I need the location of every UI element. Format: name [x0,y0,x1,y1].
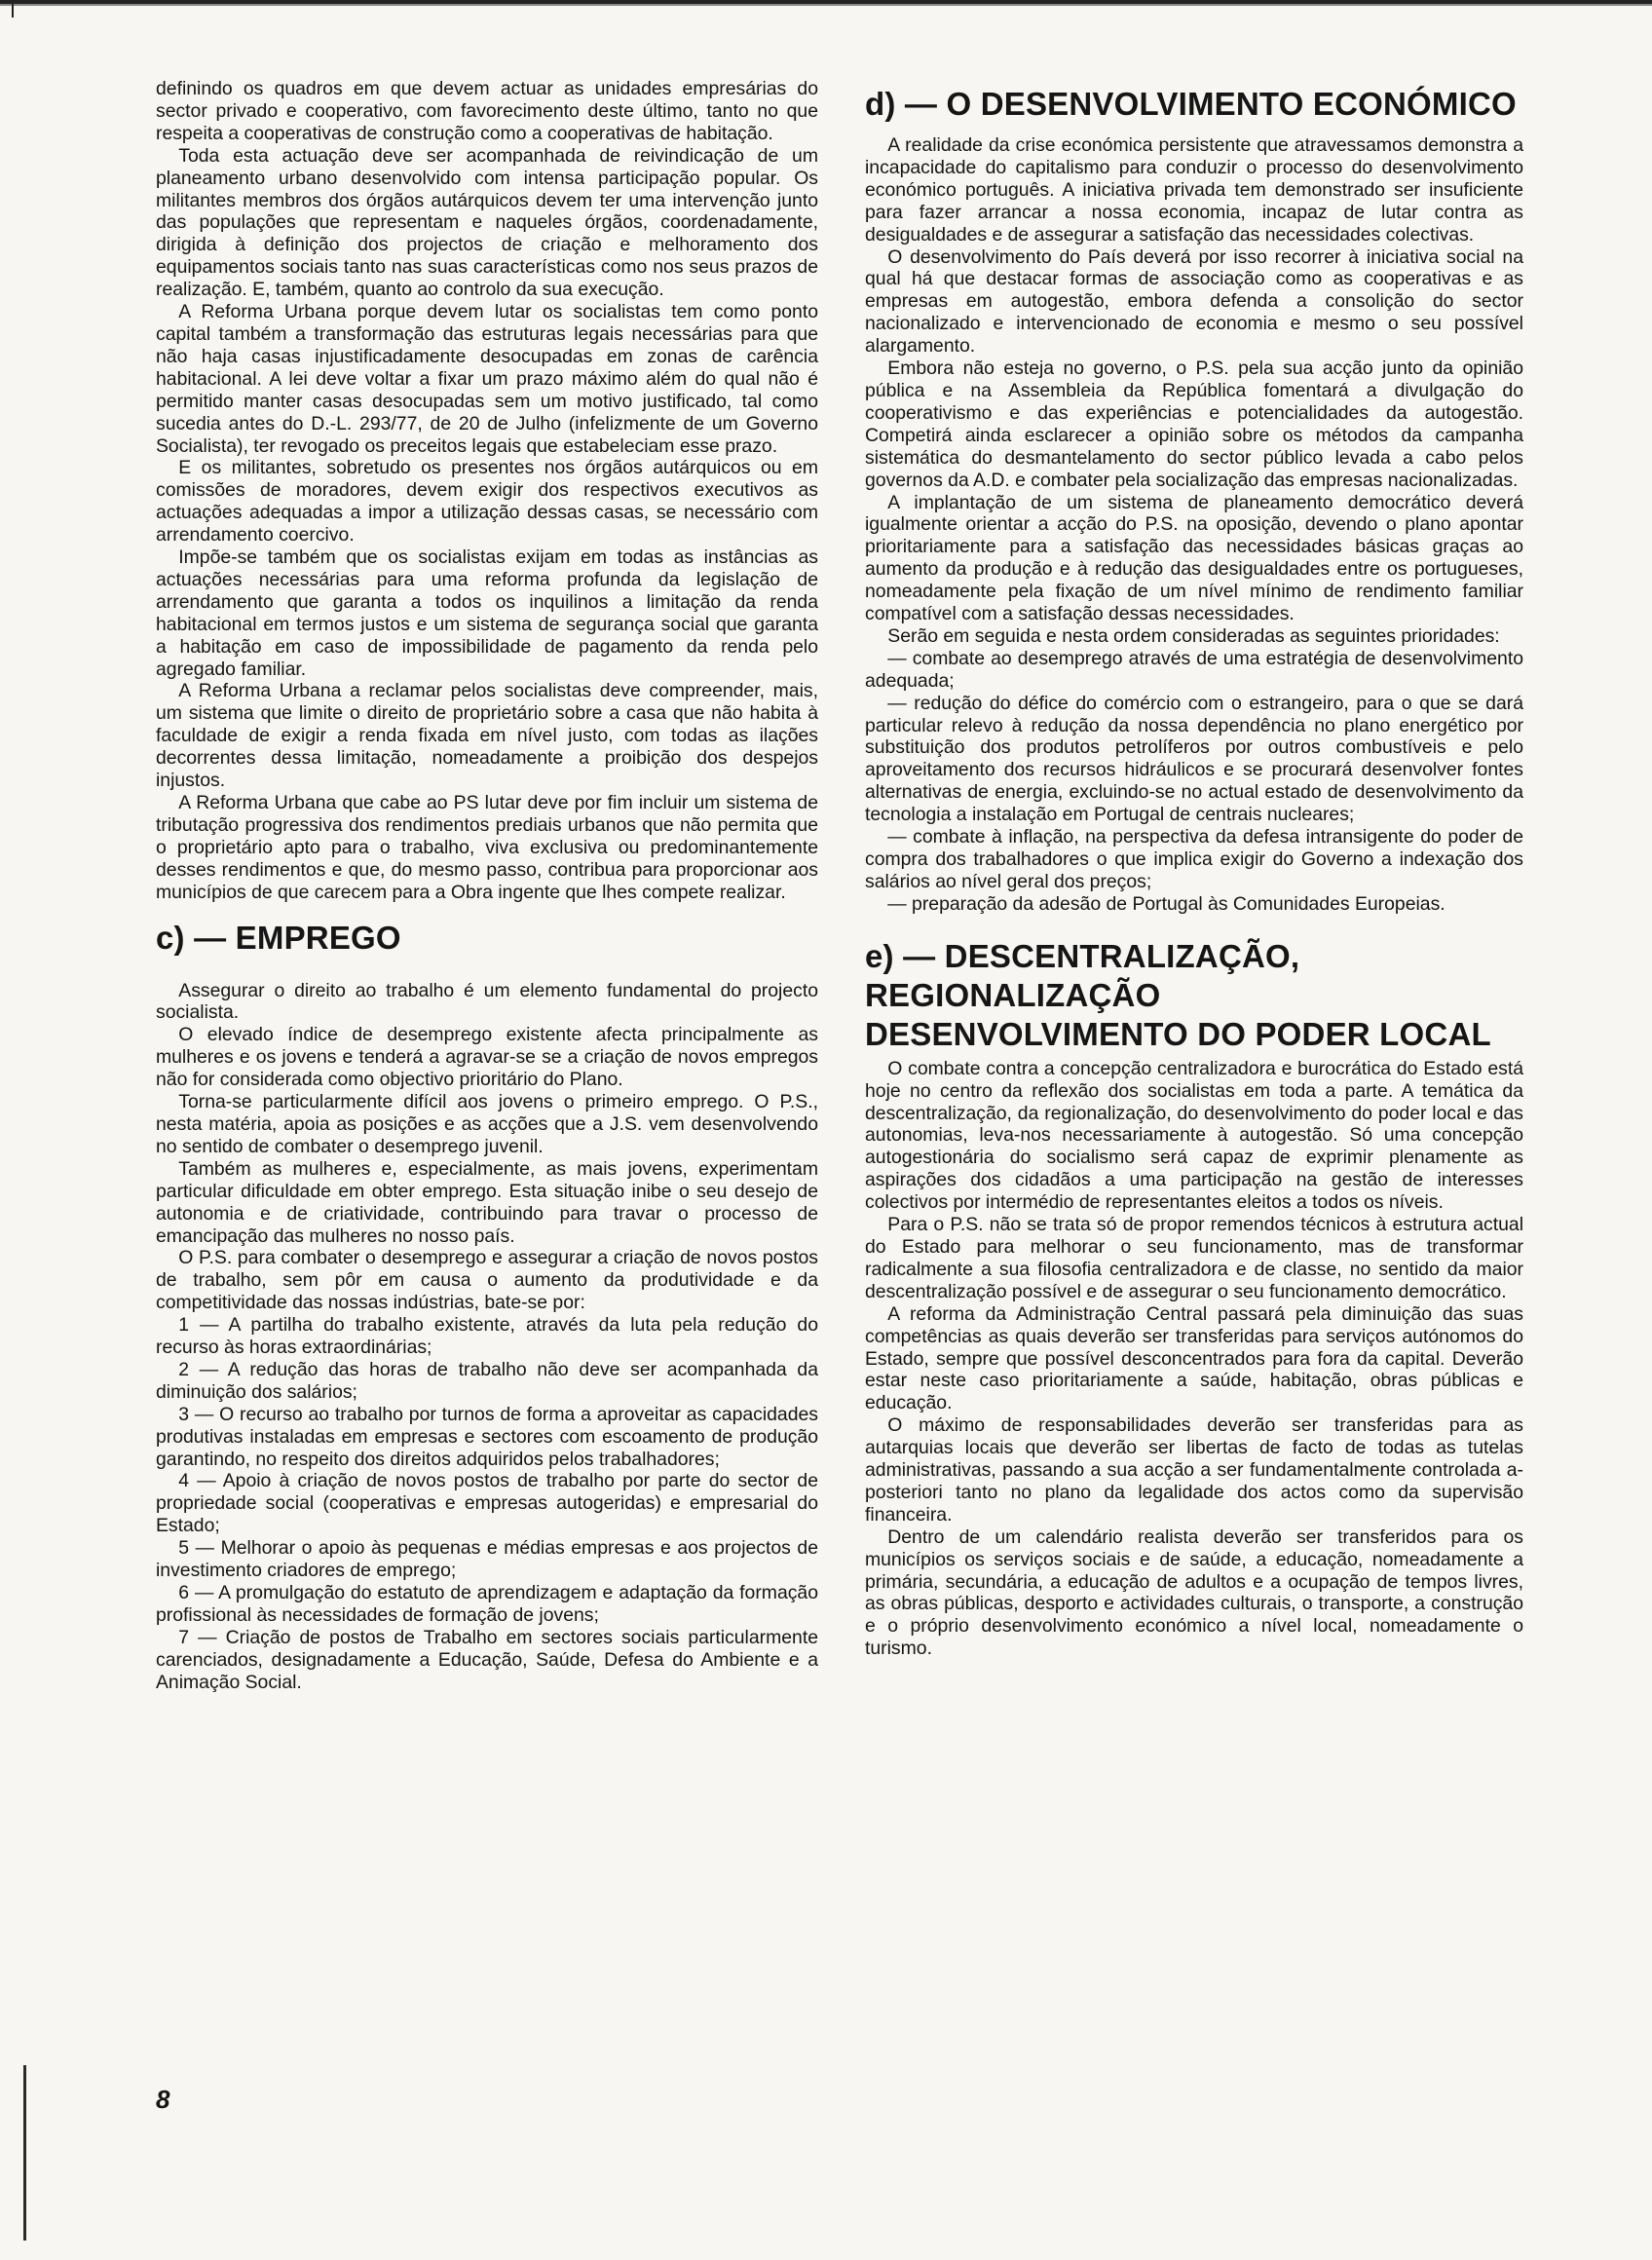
scan-top-shadow [0,4,1652,6]
paragraph: E os militantes, sobretudo os presentes nos órgãos autárquicos ou em comissões de moradores, devem exigir dos respectivos executivos as actuações adequadas a impor a utilização dessas casas, se necessário com arrendamento coercivo. [156,457,818,546]
paragraph: Dentro de um calendário realista deverão ser transferidos para os municípios os serviços sociais e de saúde, a educação, nomeadamente a primária, secundária, a educação de adultos e a ocupação de tempos livres, as obras públicas, desporto e actividades culturais, o transporte, a construção e o próprio desenvolvimento económico a nível local, nomeadamente o turismo. [865,1526,1523,1660]
left-column [156,78,818,1694]
paragraph: Toda esta actuação deve ser acompanhada de reivindicação de um planeamento urbano desenvolvido com intensa participação popular. Os militantes membros dos órgãos autárquicos devem ter uma intervenção junto das populações que representam e naqueles órgãos, coordenadamente, dirigida à definição dos projectos de criação e melhoramento dos equipamentos sociais tanto nas suas características como nos seus prazos de realização. E, também, quanto ao controlo da sua execução. [156,144,818,301]
paragraph: O máximo de responsabilidades deverão ser transferidas para as autarquias locais que deverão ser libertas de facto de todas as tutelas administrativas, passando a sua acção a ser fundamentalmente controlada a-posteriori tanto no plano da legalidade dos actos como da supervisão financeira. [865,1414,1523,1526]
scan-edge-mark [23,2065,26,2241]
heading-line: DESENVOLVIMENTO DO PODER LOCAL [865,1015,1491,1052]
paragraph: O combate contra a concepção centralizadora e burocrática do Estado está hoje no centro da reflexão dos socialistas em toda a parte. A temática da descentralização, da regionalização, do desenvolvimento do poder local e das autonomias, leva-nos necessariamente à autogestão. Só uma concepção autogestionária do socialismo será capaz de exprimir plenamente as aspirações dos cidadãos a uma participação na gestão de interesses colectivos por intermédio de representantes eleitos a todos os níveis. [865,1057,1523,1214]
paragraph: A realidade da crise económica persistente que atravessamos demonstra a incapacidade do capitalismo para conduzir o processo do desenvolvimento económico português. A iniciativa privada tem demonstrado ser insuficiente para fazer arrancar a nossa economia, incapaz de lutar contra as desigualdades e de assegurar a satisfação das necessidades colectivas. [865,134,1523,245]
list-item: 7 — Criação de postos de Trabalho em sectores sociais particularmente carenciados, designadamente a Educação, Saúde, Defesa do Ambiente e a Animação Social. [156,1626,818,1693]
paragraph: A implantação de um sistema de planeamento democrático deverá igualmente orientar a acção do P.S. na oposição, devendo o plano apontar prioritariamente para a satisfação das necessidades básicas graças ao aumento da produção e à redução das desigualdades entre os portugueses, nomeadamente pela fixação de um nível mínimo de rendimento familiar compatível com a satisfação dessas necessidades. [865,491,1523,625]
heading-line: REGIONALIZAÇÃO [865,976,1161,1013]
paragraph: Também as mulheres e, especialmente, as mais jovens, experimentam particular dificuldade em obter emprego. Esta situação inibe o seu desejo de autonomia e de criatividade, contribuindo para travar o processo de emancipação das mulheres no nosso país. [156,1157,818,1247]
right-column [865,78,1523,1660]
list-item: 1 — A partilha do trabalho existente, através da luta pela redução do recurso às horas extraordinárias; [156,1314,818,1359]
list-item: 6 — A promulgação do estatuto de aprendizagem e adaptação da formação profissional às necessidades de formação de jovens; [156,1582,818,1626]
paragraph: O elevado índice de desemprego existente afecta principalmente as mulheres e os jovens e tenderá a agravar-se se a criação de novos empregos não for considerada como objectivo prioritário do Plano. [156,1024,818,1091]
paragraph: Para o P.S. não se trata só de propor remendos técnicos à estrutura actual do Estado para melhorar o seu funcionamento, mas de transformar radicalmente a sua filosofia centralizadora e de classe, no sentido da maior descentralização possível e de assegurar o seu funcionamento democrático. [865,1214,1523,1302]
paragraph: definindo os quadros em que devem actuar as unidades empresárias do sector privado e cooperativo, com favorecimento deste último, tanto no que respeita a cooperativas de construção como a cooperativas de habitação. [156,78,818,144]
heading-line: e) — DESCENTRALIZAÇÃO, [865,937,1300,974]
list-item: 4 — Apoio à criação de novos postos de trabalho por parte do sector de propriedade social (cooperativas e empresas autogeridas) e empresarial do Estado; [156,1470,818,1537]
paragraph: O desenvolvimento do País deverá por isso recorrer à iniciativa social na qual há que destacar formas de associação como as cooperativas e as empresas em autogestão, embora defenda a consolição do sector nacionalizado e intervencionado de economia e mesmo o seu possível alargamento. [865,245,1523,358]
paragraph: A Reforma Urbana porque devem lutar os socialistas tem como ponto capital também a transformação das estruturas legais necessárias para que não haja casas injustificadamente desocupadas em zonas de carência habitacional. A lei deve voltar a fixar um prazo máximo além do qual não é permitido manter casas desocupadas sem um motivo justificado, tal como sucedia antes do D.-L. 293/77, de 20 de Julho (infelizmente de um Governo Socialista), ter revogado os preceitos legais que estabeleciam esse prazo. [156,301,818,457]
paragraph: O P.S. para combater o desemprego e assegurar a criação de novos postos de trabalho, sem pôr em causa o aumento da produtividade e da competitividade das nossas indústrias, bate-se por: [156,1247,818,1314]
paragraph: Torna-se particularmente difícil aos jovens o primeiro emprego. O P.S., nesta matéria, apoia as posições e as acções que a J.S. vem desenvolvendo no sentido de combater o desemprego juvenil. [156,1091,818,1157]
list-item: 2 — A redução das horas de trabalho não deve ser acompanhada da diminuição dos salários; [156,1358,818,1403]
list-item: — combate à inflação, na perspectiva da defesa intransigente do poder de compra dos trabalhadores o que implica exigir do Governo a indexação dos salários ao nível geral dos preços; [865,826,1523,892]
list-item: — combate ao desemprego através de uma estratégia de desenvolvimento adequada; [865,647,1523,692]
list-item: — redução do défice do comércio com o estrangeiro, para o que se dará particular relevo à redução da nossa dependência no plano energético por substituição dos produtos petrolíferos por outros combustíveis e pelo aproveitamento dos recursos hidráulicos e se procurará desenvolver fontes alternativas de energia, excluindo-se no actual estado de desenvolvimento da tecnologia a instalação em Portugal de centrais nucleares; [865,692,1523,826]
paragraph: Embora não esteja no governo, o P.S. pela sua acção junto da opinião pública e na Assembleia da República fomentará a divulgação do cooperativismo e das experiências e potencialidades da autogestão. Competirá ainda esclarecer a opinião sobre os métodos da campanha sistemática do desmantelamento do sector público levada a cabo pelos governos da A.D. e combater pela socialização das empresas nacionalizadas. [865,358,1523,491]
paragraph: A Reforma Urbana a reclamar pelos socialistas deve compreender, mais, um sistema que limite o direito de proprietário sobre a casa que não habita à faculdade de exigir a renda fixada em nível justo, com todas as ilações decorrentes dessa limitação, nomeadamente a proibição dos despejos injustos. [156,680,818,792]
section-heading-desenvolvimento: d) — O DESENVOLVIMENTO ECONÓMICO [865,86,1517,122]
page-number: 8 [156,2085,170,2114]
list-item: 5 — Melhorar o apoio às pequenas e médias empresas e aos projectos de investimento criadores de emprego; [156,1537,818,1582]
scan-corner-mark [12,0,14,18]
paragraph: Serão em seguida e nesta ordem consideradas as seguintes prioridades: [887,624,1500,647]
paragraph: Impõe-se também que os socialistas exijam em todas as instâncias as actuações necessárias para uma reforma profunda da legislação de arrendamento que garanta a todos os inquilinos a limitação da renda habitacional em termos justos e um sistema de segurança social que garanta a habitação em caso de impossibilidade de pagamento da renda pelo agregado familiar. [156,546,818,680]
list-item: — preparação da adesão de Portugal às Comunidades Europeias. [887,892,1446,915]
paragraph: A Reforma Urbana que cabe ao PS lutar deve por fim incluir um sistema de tributação progressiva dos rendimentos prediais urbanos que não permita que o proprietário apto para o trabalho, viva exclusiva ou predominantemente desses rendimentos e que, do mesmo passo, contribua para proporcionar aos municípios de que carecem para a Obra ingente que lhes compete realizar. [156,792,818,903]
paragraph: A reforma da Administração Central passará pela diminuição das suas competências as quais deverão ser transferidas para serviços autónomos do Estado, sempre que possível desconcentrados para fora da capital. Deverão estar neste caso prioritariamente a saúde, habitação, obras públicas e educação. [865,1302,1523,1414]
paragraph: Assegurar o direito ao trabalho é um elemento fundamental do projecto socialista. [156,979,818,1024]
section-heading-descentralizacao [865,937,1523,1054]
section-heading-emprego: c) — EMPREGO [156,919,401,956]
list-item: 3 — O recurso ao trabalho por turnos de forma a aproveitar as capacidades produtivas instaladas em empresas e sectores com escoamento de produção garantindo, no respeito dos direitos adquiridos pelos trabalhadores; [156,1403,818,1470]
